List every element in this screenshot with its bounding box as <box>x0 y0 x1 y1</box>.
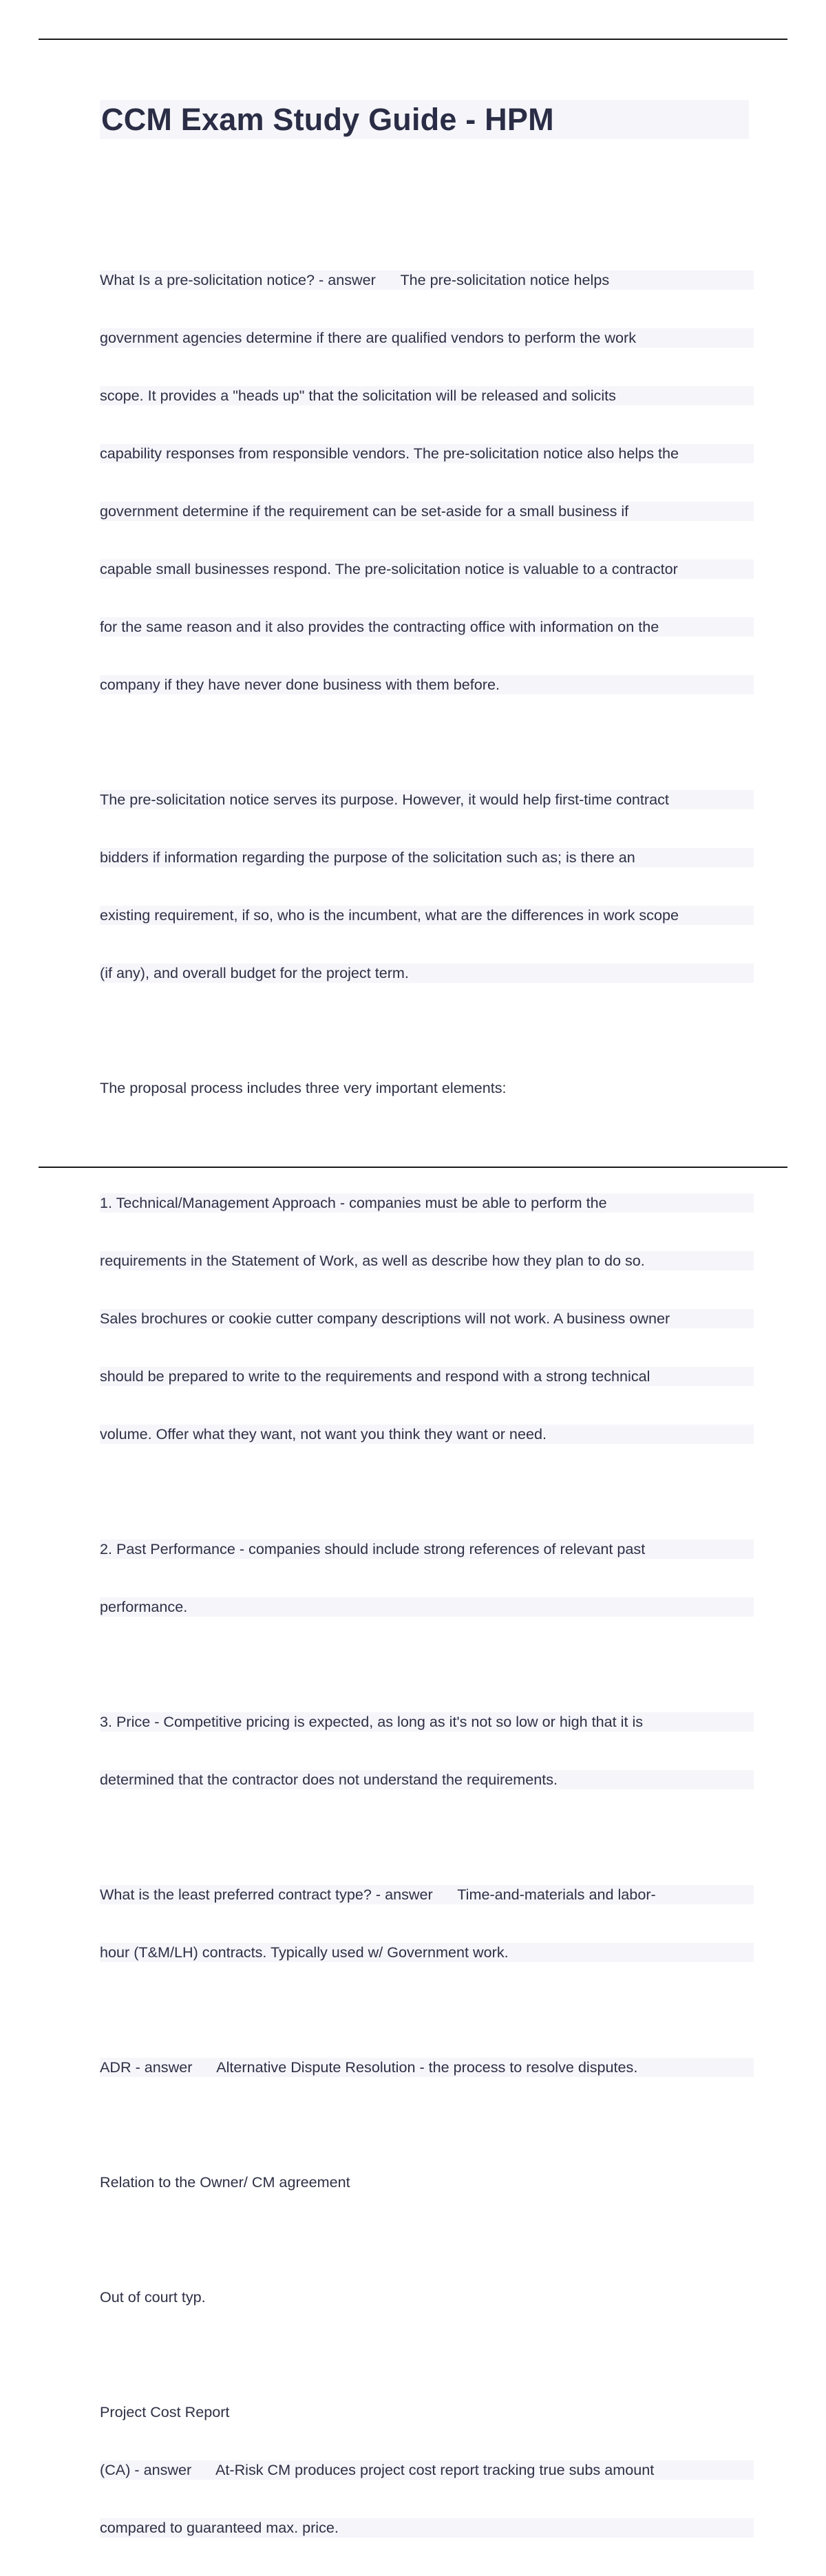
text-line: What Is a pre-solicitation notice? - answer The pre-solicitation notice helps <box>100 270 754 290</box>
paragraph-out-of-court <box>100 2249 754 2345</box>
text-line: 3. Price - Competitive pricing is expected, as long as it's not so low or high that it is <box>100 1712 754 1732</box>
top-divider <box>39 39 787 40</box>
text-line: Relation to the Owner/ CM agreement <box>100 2173 350 2191</box>
text-line: hour (T&M/LH) contracts. Typically used w/ Government work. <box>100 1943 754 1962</box>
paragraph-least-preferred-contract <box>100 1846 754 2001</box>
text-line: compared to guaranteed max. price. <box>100 2518 754 2537</box>
text-line: Sales brochures or cookie cutter company descriptions will not work. A business owner <box>100 1309 754 1328</box>
title-block <box>100 100 749 139</box>
text-line: volume. Offer what they want, not want you think they want or need. <box>100 1425 754 1444</box>
text-line: government determine if the requirement can be set-aside for a small business if <box>100 502 754 521</box>
text-line: government agencies determine if there are qualified vendors to perform the work <box>100 328 754 348</box>
paragraph-proposal-process <box>100 1040 754 1136</box>
paragraph-price <box>100 1674 754 1828</box>
text-line: for the same reason and it also provides the contracting office with information on the <box>100 617 754 637</box>
text-line: (if any), and overall budget for the project term. <box>100 964 754 983</box>
paragraph-pre-solicitation-notice <box>100 232 754 733</box>
paragraph-technical-approach <box>100 1155 754 1482</box>
paragraph-notice-purpose <box>100 752 754 1021</box>
bottom-divider <box>39 1167 787 1168</box>
text-line: The proposal process includes three very important elements: <box>100 1079 507 1096</box>
text-line: Project Cost Report <box>100 2403 230 2420</box>
text-line: capable small businesses respond. The pre-solicitation notice is valuable to a contractor <box>100 560 754 579</box>
text-line: capability responses from responsible vendors. The pre-solicitation notice also helps the <box>100 444 754 463</box>
text-line: What is the least preferred contract type? - answer Time-and-materials and labor- <box>100 1885 754 1904</box>
text-line: ADR - answer Alternative Dispute Resolution - the process to resolve disputes. <box>100 2058 754 2077</box>
paragraph-project-cost-report <box>100 2364 754 2576</box>
text-line: bidders if information regarding the purpose of the solicitation such as; is there an <box>100 848 754 867</box>
paragraph-past-performance <box>100 1501 754 1655</box>
text-line: should be prepared to write to the requirements and respond with a strong technical <box>100 1367 754 1386</box>
document-body <box>100 232 754 2576</box>
text-line: scope. It provides a "heads up" that the solicitation will be released and solicits <box>100 386 754 405</box>
text-line: The pre-solicitation notice serves its purpose. However, it would help first-time contract <box>100 790 754 809</box>
text-line: requirements in the Statement of Work, as well as describe how they plan to do so. <box>100 1251 754 1270</box>
paragraph-adr <box>100 2019 754 2116</box>
text-line: company if they have never done business with them before. <box>100 675 754 694</box>
text-line: determined that the contractor does not understand the requirements. <box>100 1770 754 1789</box>
text-line: performance. <box>100 1597 754 1617</box>
text-line: (CA) - answer At-Risk CM produces project cost report tracking true subs amount <box>100 2460 754 2480</box>
text-line: existing requirement, if so, who is the incumbent, what are the differences in work scope <box>100 906 754 925</box>
paragraph-relation-owner-cm <box>100 2134 754 2231</box>
page-title: CCM Exam Study Guide - HPM <box>101 102 554 137</box>
text-line: 2. Past Performance - companies should include strong references of relevant past <box>100 1540 754 1559</box>
text-line: 1. Technical/Management Approach - companies must be able to perform the <box>100 1193 754 1213</box>
text-line: Out of court typ. <box>100 2288 206 2306</box>
